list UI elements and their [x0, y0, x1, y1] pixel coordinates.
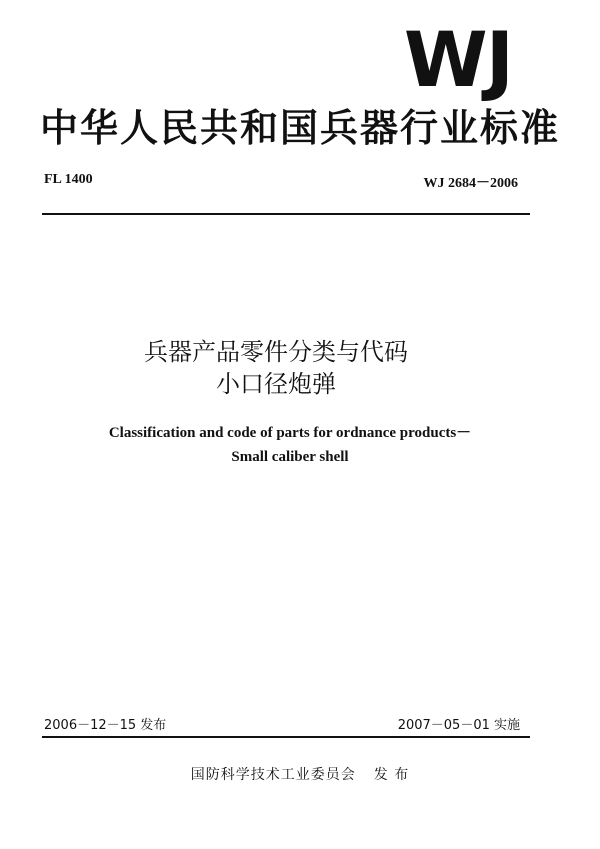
standard-number: WJ 2684－2006: [423, 176, 518, 191]
standard-category-title: 中华人民共和国兵器行业标准: [39, 106, 560, 150]
document-title-en-line2: Small caliber shell: [231, 449, 349, 465]
document-title-cn-line2: 小口径炮弹: [216, 370, 336, 398]
header-divider: [42, 213, 530, 215]
publisher-action: 发 布: [373, 767, 410, 783]
document-title-cn-line1: 兵器产品零件分类与代码: [144, 338, 408, 366]
publisher-line: [0, 764, 600, 784]
classification-code: FL 1400: [44, 172, 93, 187]
issue-date: 2006－12－15 发布: [44, 718, 167, 733]
publisher-name: 国防科学技术工业委员会: [190, 767, 356, 783]
document-title-en-line1: Classification and code of parts for ordnance products－: [108, 425, 472, 441]
implementation-date: 2007－05－01 实施: [397, 718, 520, 733]
standard-logo: WJ: [403, 15, 512, 104]
footer-divider: [42, 736, 530, 738]
